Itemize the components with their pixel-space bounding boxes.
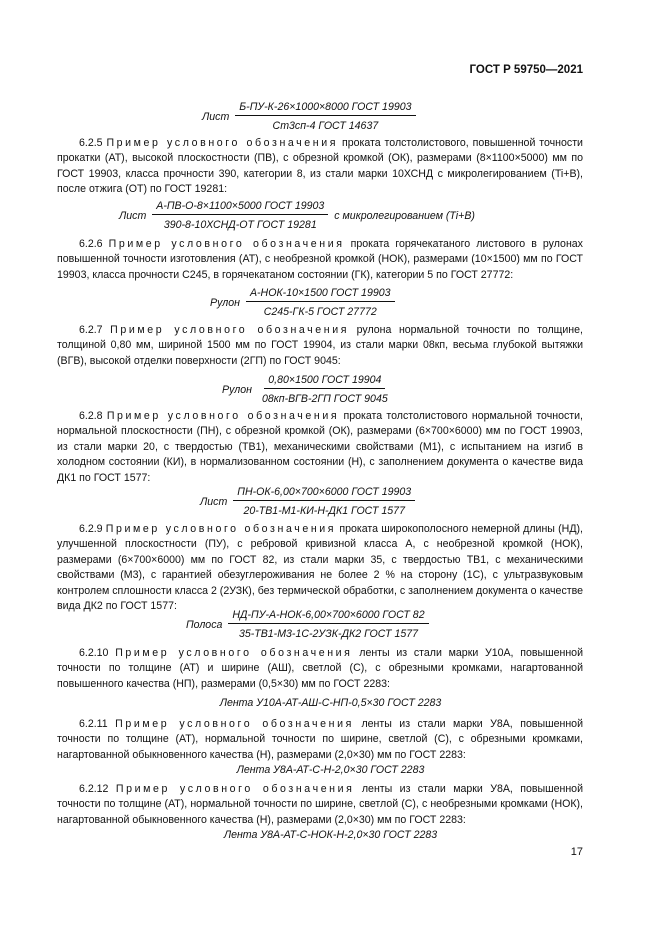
paragraph-text: проката толстолистового нормальной точности, нормальной плоскостности (ПН), с обрезной кромкой (ОК), размерами (6×700×6000) мм по ГОСТ 19903, из стали марки 20, с твердостью (ТВ1), механическими свойствами (М1), с испытанием на изгиб в холодном состоянии (КИ), в нормализованном состоянии (Н), с заполнением документа о качестве вида ДК1 по ГОСТ 1577: (57, 410, 583, 484)
example-heading: Пример условного обозначения (106, 410, 340, 422)
formula-denominator: 390-8-10ХСНД-ОТ ГОСТ 19281 (163, 219, 317, 231)
paragraph-text: проката широкополосного немерной длины (НД), улучшенной плоскостности (ПУ), с ребровой кривизной класса А, с необрезной кромкой (НОК), размерами (6×700×6000) мм по ГОСТ 82, из стали марки 35, с твердостью ТВ1, с механическими свойствами (М3), с гарантией обезуглероживания не более 2 % на сторону (1С), с ультразвуковым контролем сплошности класса 2 (2УЗК), без термической обработки, с заполнением документа о качестве вида ДК2 по ГОСТ 1577: (57, 523, 583, 613)
designation-formula-2 (119, 200, 475, 231)
paragraph-6-2-9 (57, 522, 583, 614)
formula-numerator: ПН-ОК-6,00×700×6000 ГОСТ 19903 (233, 486, 415, 501)
example-heading: Пример условного обозначения (115, 783, 355, 795)
paragraph-number: 6.2.10 (79, 647, 109, 659)
formula-label: Лист (119, 209, 147, 222)
example-heading: Пример условного обозначения (106, 137, 339, 149)
example-heading: Пример условного обозначения (115, 718, 354, 730)
formula-label: Лист (200, 495, 228, 508)
example-heading: Пример условного обозначения (110, 324, 350, 336)
paragraph-text: проката горячекатаного листового в рулонах повышенной точности изготовления (АТ), с необрезной кромкой (НОК), размерами (10×1500) мм по ГОСТ 19903, класса прочности С245, в горячекатаном состоянии (ГК), категории 5 по ГОСТ 27772: (57, 238, 583, 281)
paragraph-6-2-10 (57, 646, 583, 692)
paragraph-6-2-7 (57, 323, 583, 369)
formula-numerator: НД-ПУ-А-НОК-6,00×700×6000 ГОСТ 82 (228, 609, 428, 624)
paragraph-number: 6.2.11 (79, 718, 108, 730)
page-number: 17 (570, 846, 583, 858)
document-header: ГОСТ Р 59750—2021 (469, 64, 583, 76)
formula-suffix: с микролегированием (Ti+B) (334, 209, 475, 222)
formula-label: Рулон (210, 296, 240, 309)
paragraph-6-2-5 (57, 136, 583, 198)
paragraph-text: проката толстолистового, повышенной точности прокатки (АТ), высокой плоскостности (ПВ), с обрезной кромкой (ОК), размерами (8×1100×5000) мм по ГОСТ 19903, класса прочности 390, категории 8, из стали марки 10ХСНД с микролегированием (Ti+B), после отжига (ОТ) по ГОСТ 19281: (57, 137, 583, 196)
designation-tape-3: Лента У8А-АТ-С-НОК-Н-2,0×30 ГОСТ 2283 (223, 829, 438, 841)
paragraph-6-2-11 (57, 717, 583, 763)
formula-denominator: Ст3сп-4 ГОСТ 14637 (272, 120, 379, 132)
paragraph-6-2-6 (57, 237, 583, 283)
paragraph-text: ленты из стали марки У8А, повышенной точности по толщине (АТ), нормальной точности по ширине, светлой (С), с обрезными кромками, нагартованной обыкновенного качества (Н), размерами (2,0×30) мм по ГОСТ 2283: (57, 718, 583, 761)
paragraph-number: 6.2.9 (79, 523, 103, 535)
designation-formula-4 (222, 374, 392, 405)
designation-formula-6 (186, 609, 429, 640)
example-heading: Пример условного обозначения (108, 238, 345, 250)
paragraph-text: рулона нормальной точности по толщине, толщиной 0,80 мм, шириной 1500 мм по ГОСТ 19904, из стали марки 08кп, весьма глубокой вытяжки (ВГВ), высокой отделки поверхности (2ГП) по ГОСТ 9045: (57, 324, 583, 367)
designation-tape-1: Лента У10А-АТ-АШ-С-НП-0,5×30 ГОСТ 2283 (219, 697, 442, 709)
formula-numerator: А-ПВ-О-8×1100×5000 ГОСТ 19903 (152, 200, 328, 215)
paragraph-6-2-8 (57, 409, 583, 486)
paragraph-number: 6.2.6 (79, 238, 103, 250)
formula-label: Полоса (186, 618, 223, 631)
formula-numerator: А-НОК-10×1500 ГОСТ 19903 (246, 287, 395, 302)
paragraph-number: 6.2.8 (79, 410, 103, 422)
designation-formula-1 (202, 101, 416, 132)
designation-formula-3 (210, 287, 395, 318)
formula-denominator: 08кп-ВГВ-2ГП ГОСТ 9045 (261, 393, 388, 405)
example-heading: Пример условного обозначения (105, 523, 337, 535)
formula-denominator: 20-ТВ1-М1-КИ-Н-ДК1 ГОСТ 1577 (243, 505, 405, 517)
formula-numerator: 0,80×1500 ГОСТ 19904 (264, 374, 385, 389)
paragraph-text: ленты из стали марки У8А, повышенной точности по толщине (АТ), нормальной точности по ширине, светлой (С), с необрезными кромками (НОК), нагартованной обыкновенного качества (Н), размерами (2,0×30) мм по ГОСТ 2283: (57, 783, 583, 826)
formula-denominator: С245-ГК-5 ГОСТ 27772 (263, 306, 377, 318)
formula-numerator: Б-ПУ-К-26×1000×8000 ГОСТ 19903 (235, 101, 415, 116)
designation-formula-5 (200, 486, 415, 517)
paragraph-number: 6.2.12 (79, 783, 109, 795)
paragraph-number: 6.2.5 (79, 137, 103, 149)
formula-label: Рулон (222, 383, 252, 396)
paragraph-number: 6.2.7 (79, 324, 103, 336)
paragraph-text: ленты из стали марки У10А, повышенной точности по толщине (АТ) и ширине (АШ), светлой (С), с обрезными кромками, нагартованной повышенного качества (НП), размерами (0,5×30) мм по ГОСТ 2283: (57, 647, 583, 690)
formula-denominator: 35-ТВ1-М3-1С-2УЗК-ДК2 ГОСТ 1577 (238, 628, 419, 640)
paragraph-6-2-12 (57, 782, 583, 828)
example-heading: Пример условного обозначения (115, 647, 353, 659)
formula-label: Лист (202, 110, 230, 123)
designation-tape-2: Лента У8А-АТ-С-Н-2,0×30 ГОСТ 2283 (236, 764, 425, 776)
